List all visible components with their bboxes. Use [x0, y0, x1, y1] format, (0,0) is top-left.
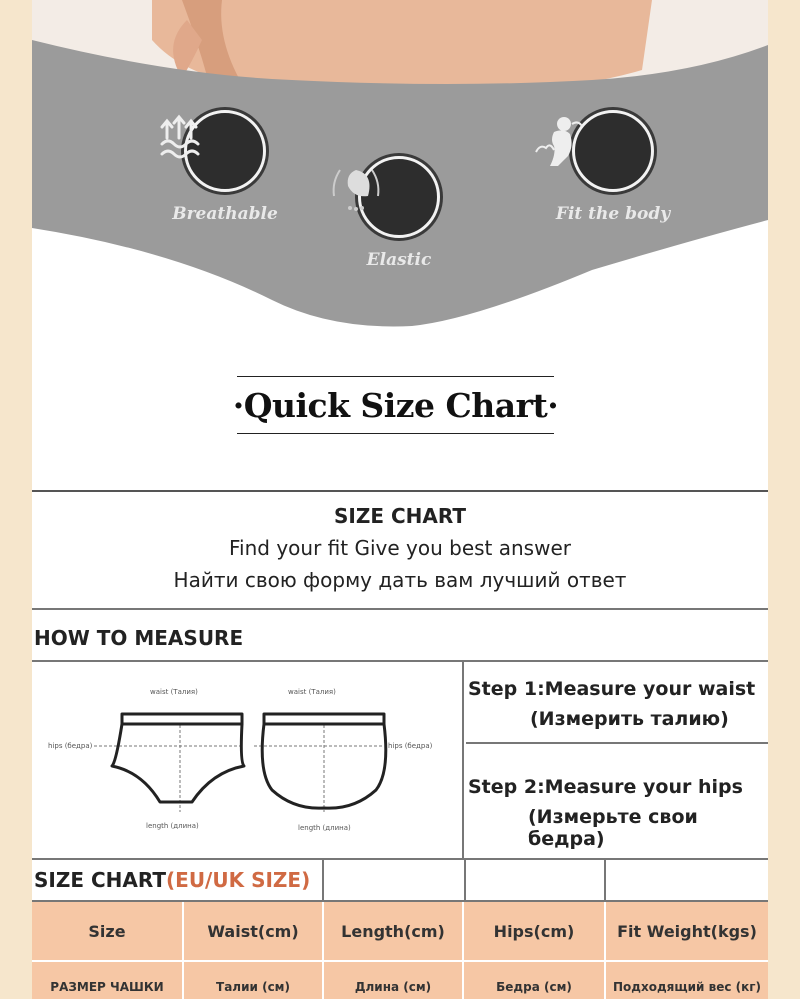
step-1 — [466, 662, 768, 742]
hips-label-left: hips (бедра) — [48, 742, 93, 750]
page-title: ·Quick Size Chart· — [232, 385, 559, 425]
table-header-row-ru — [32, 960, 768, 999]
body-silhouette-icon — [572, 110, 654, 192]
step-1-ru: (Измерить талию) — [530, 708, 729, 730]
divider — [604, 860, 606, 902]
measure-steps — [466, 662, 768, 860]
measure-section — [32, 662, 768, 860]
breathable-waves-icon — [184, 110, 266, 192]
feature-elastic — [324, 156, 474, 270]
divider — [464, 860, 466, 902]
waist-label-right: waist (Талия) — [288, 688, 336, 696]
table-header-ru: Подходящий вес (кг) — [606, 962, 768, 999]
size-chart-header — [32, 492, 768, 610]
table-header: Fit Weight(kgs) — [606, 902, 768, 960]
divider — [322, 860, 324, 902]
size-chart-label — [34, 868, 310, 892]
how-to-measure-heading: HOW TO MEASURE — [32, 610, 768, 662]
table-header-ru: Длина (см) — [324, 962, 464, 999]
step-2-en: Step 2:Measure your hips — [468, 776, 743, 798]
waist-label-left: waist (Талия) — [150, 688, 198, 696]
panty-diagram — [32, 662, 464, 860]
title-block — [232, 376, 559, 434]
table-header-ru: РАЗМЕР ЧАШКИ — [32, 962, 184, 999]
product-page — [32, 0, 768, 999]
length-label-left: length (длина) — [146, 822, 199, 830]
feature-label: Elastic — [366, 250, 432, 270]
size-chart-heading: SIZE CHART — [333, 504, 466, 528]
tagline-en: Find your fit Give you best answer — [229, 536, 571, 560]
tagline-ru: Найти свою форму дать вам лучший ответ — [173, 568, 627, 592]
table-header-ru: Талии (см) — [184, 962, 324, 999]
size-table — [32, 902, 768, 999]
step-2-ru: (Измерьте свои бедра) — [528, 806, 698, 850]
hips-label-right: hips (бедра) — [388, 742, 433, 750]
step-2 — [466, 742, 768, 860]
feature-label: Breathable — [172, 204, 278, 224]
feature-fit-body — [528, 110, 698, 224]
table-header: Waist(cm) — [184, 902, 324, 960]
table-header: Length(cm) — [324, 902, 464, 960]
size-chart-label-prefix: SIZE CHART — [34, 868, 167, 892]
table-header: Hips(cm) — [464, 902, 606, 960]
table-header-row — [32, 902, 768, 960]
elastic-leaf-laurel-icon — [358, 156, 440, 238]
step-1-en: Step 1:Measure your waist — [468, 678, 756, 700]
size-chart-label-accent: (EU/UK SIZE) — [166, 868, 311, 892]
table-header-ru: Бедра (см) — [464, 962, 606, 999]
feature-breathable — [150, 110, 300, 224]
feature-label: Fit the body — [555, 204, 671, 224]
measure-diagrams — [32, 662, 464, 860]
size-chart — [32, 490, 768, 999]
feature-band — [32, 0, 768, 340]
length-label-right: length (длина) — [298, 824, 351, 832]
size-chart-label-row — [32, 860, 768, 902]
table-header: Size — [32, 902, 184, 960]
